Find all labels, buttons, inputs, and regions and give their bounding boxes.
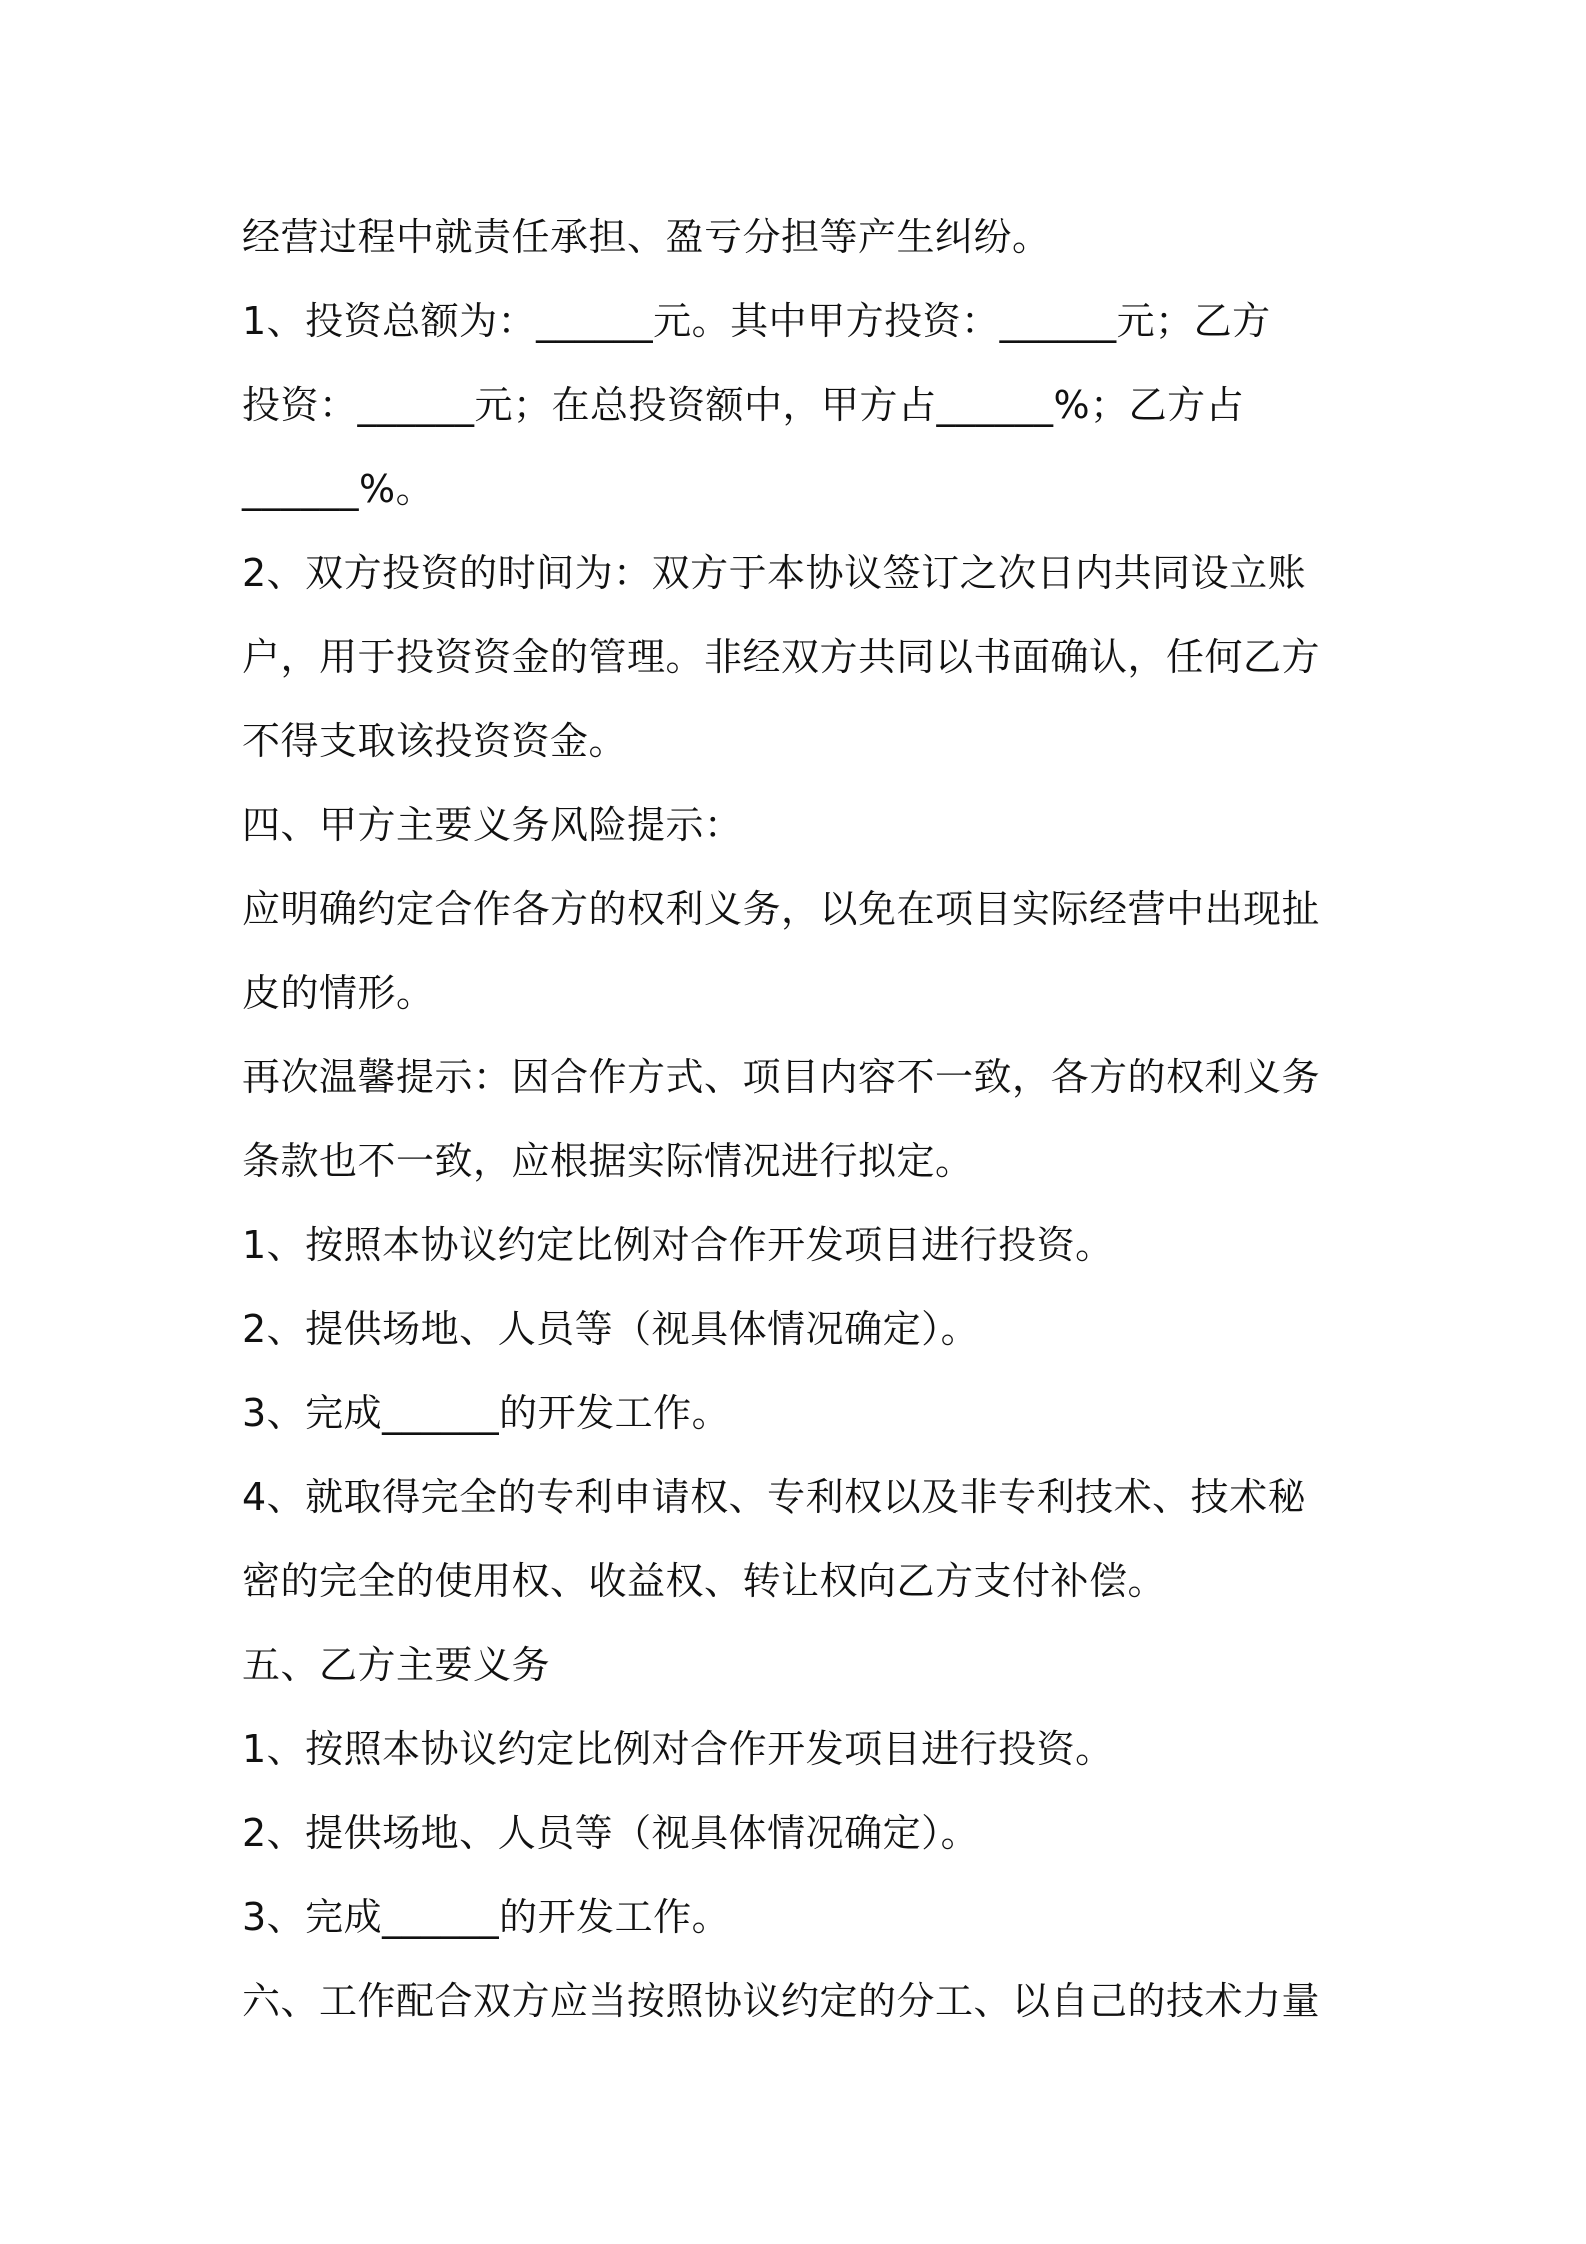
text-line-21: 3、完成______的开发工作。 (242, 1895, 731, 1939)
text-line-14: 2、提供场地、人员等（视具体情况确定）。 (242, 1307, 980, 1351)
section-heading-6: 六、工作配合双方应当按照协议约定的分工、以自己的技术力量 (242, 1979, 1321, 2023)
text-line-6: 户，用于投资资金的管理。非经双方共同以书面确认，任何乙方 (242, 635, 1321, 679)
text-line-7: 不得支取该投资资金。 (242, 719, 628, 763)
text-line-15: 3、完成______的开发工作。 (242, 1391, 731, 1435)
text-line-2: 1、投资总额为：______元。其中甲方投资：______元；乙方 (242, 299, 1271, 343)
text-line-4: ______%。 (242, 467, 435, 511)
text-line-3: 投资：______元；在总投资额中，甲方占______%；乙方占 (242, 383, 1245, 427)
text-line-16: 4、就取得完全的专利申请权、专利权以及非专利技术、技术秘 (242, 1475, 1307, 1519)
section-heading-5: 五、乙方主要义务 (242, 1643, 551, 1687)
text-line-12: 条款也不一致，应根据实际情况进行拟定。 (242, 1139, 974, 1183)
text-line-17: 密的完全的使用权、收益权、转让权向乙方支付补偿。 (242, 1559, 1167, 1603)
document-body (242, 195, 1358, 2043)
text-line-11: 再次温馨提示：因合作方式、项目内容不一致，各方的权利义务 (242, 1055, 1321, 1099)
text-line-19: 1、按照本协议约定比例对合作开发项目进行投资。 (242, 1727, 1114, 1771)
text-line-10: 皮的情形。 (242, 971, 435, 1015)
text-line-1: 经营过程中就责任承担、盈亏分担等产生纠纷。 (242, 215, 1051, 259)
text-line-9: 应明确约定合作各方的权利义务，以免在项目实际经营中出现扯 (242, 887, 1321, 931)
text-line-13: 1、按照本协议约定比例对合作开发项目进行投资。 (242, 1223, 1114, 1267)
text-line-5: 2、双方投资的时间为：双方于本协议签订之次日内共同设立账 (242, 551, 1307, 595)
section-heading-4: 四、甲方主要义务风险提示： (242, 803, 743, 847)
text-line-20: 2、提供场地、人员等（视具体情况确定）。 (242, 1811, 980, 1855)
